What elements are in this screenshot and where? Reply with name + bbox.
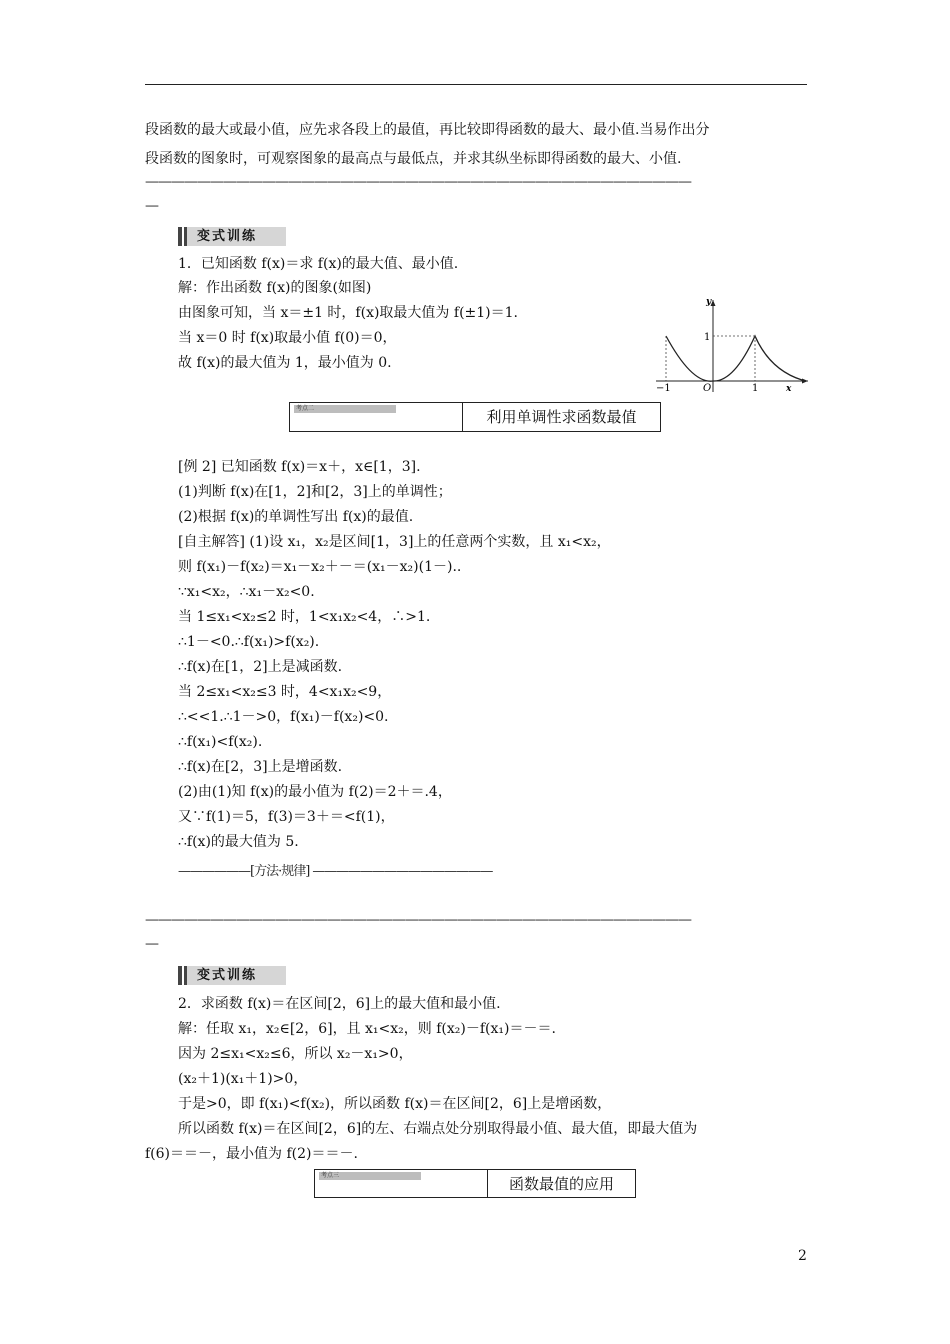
ex2-line-1: [例 2] 已知函数 f(x)＝x＋，x∈[1，3]. xyxy=(178,459,421,475)
ex2-line-11: ∴<<1.∴1－>0，f(x₁)－f(x₂)<0. xyxy=(178,709,389,725)
dash-line-2: —————————————————————————————————————————— xyxy=(145,912,691,928)
graph-origin-label: O xyxy=(703,383,712,392)
kaodian3-strip: 考点三 xyxy=(319,1172,421,1180)
ex2-line-4: [自主解答] (1)设 x₁，x₂是区间[1，3]上的任意两个实数，且 x₁<x₂， xyxy=(178,534,611,550)
ex2-line-2: (1)判断 f(x)在[1，2]和[2，3]上的单调性； xyxy=(178,484,452,500)
function-graph xyxy=(650,292,810,392)
graph-x-one-label: 1 xyxy=(752,383,759,392)
intro-line-2: 段函数的图象时，可观察图象的最高点与最低点，并求其纵坐标即得函数的最大、小值. xyxy=(145,151,682,167)
ex1-line-2: 解：作出函数 f(x)的图象(如图) xyxy=(178,280,372,296)
ex3-line-5: 于是>0，即 f(x₁)<f(x₂)，所以函数 f(x)＝在区间[2，6]上是增函数， xyxy=(178,1096,612,1112)
ex2-line-8: ∴1－<0.∴f(x₁)>f(x₂). xyxy=(178,634,320,650)
ex3-line-7: f(6)＝＝－，最小值为 f(2)＝＝－. xyxy=(145,1146,358,1162)
ex3-line-4: (x₂＋1)(x₁＋1)>0， xyxy=(178,1071,308,1087)
dash-line-1: —————————————————————————————————————————— xyxy=(145,174,691,190)
ex3-line-1: 2．求函数 f(x)＝在区间[2，6]上的最大值和最小值. xyxy=(178,996,501,1012)
ex2-line-15: 又∵f(1)＝5，f(3)＝3＋＝<f(1)， xyxy=(178,809,395,825)
ex2-line-9: ∴f(x)在[1，2]上是减函数. xyxy=(178,659,343,675)
kaodian2-box xyxy=(289,402,661,432)
ex2-line-7: 当 1≤x₁<x₂≤2 时，1<x₁x₂<4，∴>1. xyxy=(178,609,431,625)
kaodian3-box xyxy=(314,1169,636,1198)
ex2-line-6: ∵x₁<x₂，∴x₁－x₂<0. xyxy=(178,584,315,600)
dash-tail-1: — xyxy=(145,198,158,214)
ex3-line-2: 解：任取 x₁，x₂∈[2，6]，且 x₁<x₂，则 f(x₂)－f(x₁)＝－＝. xyxy=(178,1021,556,1037)
header-rule xyxy=(145,84,807,85)
ex2-line-13: ∴f(x)在[2，3]上是增函数. xyxy=(178,759,343,775)
ex2-line-12: ∴f(x₁)<f(x₂). xyxy=(178,734,263,750)
ex3-line-3: 因为 2≤x₁<x₂≤6，所以 x₂－x₁>0， xyxy=(178,1046,413,1062)
graph-neg-one-label: −1 xyxy=(656,383,671,392)
method-rule-line: ——————[方法·规律] ——————————————— xyxy=(178,864,493,879)
graph-y-label: y xyxy=(706,297,712,307)
graph-one-label: 1 xyxy=(704,332,711,343)
graph-x-label: x xyxy=(786,384,792,392)
banner-variant-training-1: 变式训练 xyxy=(178,227,286,246)
ex3-line-6: 所以函数 f(x)＝在区间[2，6]的左、右端点处分别取得最小值、最大值，即最大值为 xyxy=(178,1121,698,1137)
ex2-line-5: 则 f(x₁)－f(x₂)＝x₁－x₂＋－＝(x₁－x₂)(1－).. xyxy=(178,559,462,575)
ex2-line-16: ∴f(x)的最大值为 5. xyxy=(178,834,299,850)
banner-variant-training-2: 变式训练 xyxy=(178,966,286,985)
kaodian2-strip: 考点二 xyxy=(294,405,396,413)
ex1-line-5: 故 f(x)的最大值为 1，最小值为 0. xyxy=(178,355,392,371)
ex1-line-3: 由图象可知，当 x＝±1 时，f(x)取最大值为 f(±1)＝1. xyxy=(178,305,518,321)
dash-tail-2: — xyxy=(145,936,158,952)
ex2-line-14: (2)由(1)知 f(x)的最小值为 f(2)＝2＋＝.4， xyxy=(178,784,452,800)
page-number: 2 xyxy=(798,1248,807,1264)
kaodian2-title: 利用单调性求函数最值 xyxy=(486,408,637,426)
intro-line-1: 段函数的最大或最小值，应先求各段上的最值，再比较即得函数的最大、最小值.当易作出分 xyxy=(145,122,710,138)
ex1-line-4: 当 x＝0 时 f(x)取最小值 f(0)＝0， xyxy=(178,330,397,346)
ex2-line-3: (2)根据 f(x)的单调性写出 f(x)的最值. xyxy=(178,509,414,525)
ex1-line-1: 1．已知函数 f(x)＝求 f(x)的最大值、最小值. xyxy=(178,256,459,272)
kaodian3-title: 函数最值的应用 xyxy=(508,1175,614,1193)
ex2-line-10: 当 2≤x₁<x₂≤3 时，4<x₁x₂<9， xyxy=(178,684,392,700)
